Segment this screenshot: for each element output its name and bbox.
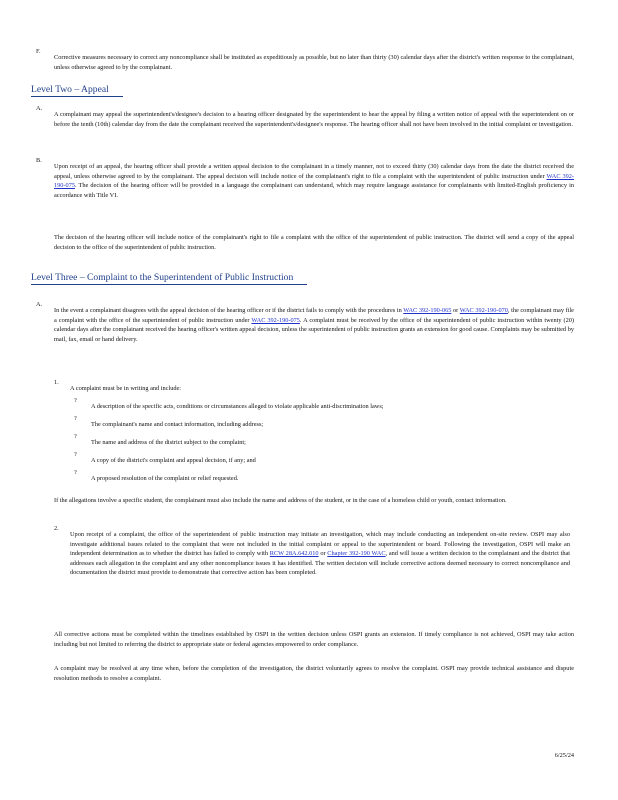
footer-date: 6/25/24 [554, 752, 574, 759]
wac-392-190-075-link[interactable]: WAC 392-190-075 [54, 172, 575, 190]
item-f-label: F. [36, 48, 41, 55]
bullet-item: A copy of the district's complaint and appeal decision, if any; and [91, 457, 256, 465]
bullet-item: The complainant's name and contact information, including address; [91, 421, 264, 429]
chapter-392-190-wac-link[interactable]: Chapter 392-190 WAC [327, 550, 386, 558]
closing-paragraph-1: All corrective actions must be completed within the timelines established by OSPI in the written decision unless OSPI grants an extension. If timely compliance is not achieved, OSPI may take action including but not limited to referring the district to appropriate state or federal agencies empowered to order compliance. [54, 631, 574, 648]
bullet-item: The name and address of the district subject to the complaint; [91, 439, 246, 447]
level-three-heading: Level Three – Complaint to the Superintendent of Public Instruction [31, 272, 307, 285]
closing-paragraph-2: A complaint may be resolved at any time when, before the completion of the investigation, the district voluntarily agrees to resolve the complaint. OSPI may provide technical assistance and dispute resolution methods to resolve a complaint. [54, 665, 574, 682]
bullet-glyph: ? [74, 451, 77, 458]
bullet-item: A description of the specific acts, conditions or circumstances alleged to violate applicable anti-discrimination laws; [91, 403, 384, 411]
bullet-glyph: ? [74, 433, 77, 440]
level-two-a-text: A complainant may appeal the superintendent's/designee's decision to a hearing officer designated by the superintendent to hear the appeal by filing a written notice of appeal with the superintendent on or before the tenth (10th) calendar day from the date the complainant received the superintendent's/designee's response. The hearing officer shall not have been involved in the initial complaint or investigation. [54, 111, 574, 128]
level-three-a-text: In the event a complainant disagrees with the appeal decision of the hearing officer or if the district fails to comply with the procedures in WAC 392-190-065 or WAC 392-190-070, the complainant may file a complaint with the office of the superintendent of public instruction under WAC 392-190-075. A complaint must be received by the office of the superintendent of public instruction within twenty (20) calendar days after the complainant received the hearing officer's written appeal decision, unless the superintendent of public instruction grants an extension for good cause. Complaints may be submitted by mail, fax, email or hand delivery. [54, 307, 574, 343]
bullet-glyph: ? [74, 397, 77, 404]
sub1-after-text: If the allegations involve a specific student, the complainant must also include the name and address of the student, or in the case of a homeless child or youth, contact information. [54, 497, 507, 505]
level-two-b-text: Upon receipt of an appeal, the hearing officer shall provide a written appeal decision to the complainant in a timely manner, not to exceed thirty (30) calendar days from the date the district received the appeal, unless otherwise agreed to by the complainant. The appeal decision will include notice of the complainant's right to file a complaint with the superintendent of public instruction under WAC 392-190-075. The decision of the hearing officer will be provided in a language the complainant can understand, which may require language assistance for complainants with limited-English proficiency in accordance with Title VI. [54, 163, 575, 199]
wac-392-190-065-link[interactable]: WAC 392-190-065 [403, 307, 452, 315]
bullet-item: A proposed resolution of the complaint or relief requested. [91, 475, 239, 483]
bullet-glyph: ? [74, 469, 77, 476]
rcw-28a-642-010-link[interactable]: RCW 28A.642.010 [269, 550, 319, 558]
level-two-b-label: B. [36, 157, 42, 164]
wac-392-190-070-link[interactable]: WAC 392-190-070 [459, 307, 508, 315]
sub1-number: 1. [54, 379, 59, 386]
level-two-heading: Level Two – Appeal [31, 84, 123, 97]
level-three-a-label: A. [36, 301, 43, 308]
bullet-glyph: ? [74, 415, 77, 422]
sub2-text: Upon receipt of a complaint, the office of the superintendent of public instruction may initiate an investigation, which may include conducting an independent on-site review. OSPI may also investigate additional issues related to the complaint that were not included in the initial complaint or appeal to the superintendent or board. Following the investigation, OSPI will make an independent determination as to whether the district has failed to comply with RCW 28A.642.010 or Chapter 392-190 WAC, and will issue a written decision to the complainant and the district that addresses each allegation in the complaint and any other noncompliance issues it has identified. The written decision will include corrective actions deemed necessary to correct noncompliance and documentation the district must provide to demonstrate that corrective action has been completed. [70, 531, 571, 577]
wac-392-190-075-link[interactable]: WAC 392-190-075 [251, 316, 300, 324]
level-two-b-para2: The decision of the hearing officer will include notice of the complainant's right to file a complaint with the office of the superintendent of public instruction. The district will send a copy of the appeal decision to the office of the superintendent of public instruction. [54, 234, 574, 251]
sub1-text: A complaint must be in writing and include: [70, 385, 182, 393]
item-f-text: Corrective measures necessary to correct any noncompliance shall be instituted as expeditiously as possible, but no later than thirty (30) calendar days after the district's written response to the complainant, unless otherwise agreed to by the complainant. [54, 54, 574, 71]
sub2-number: 2. [54, 525, 59, 532]
level-two-a-label: A. [36, 105, 43, 112]
